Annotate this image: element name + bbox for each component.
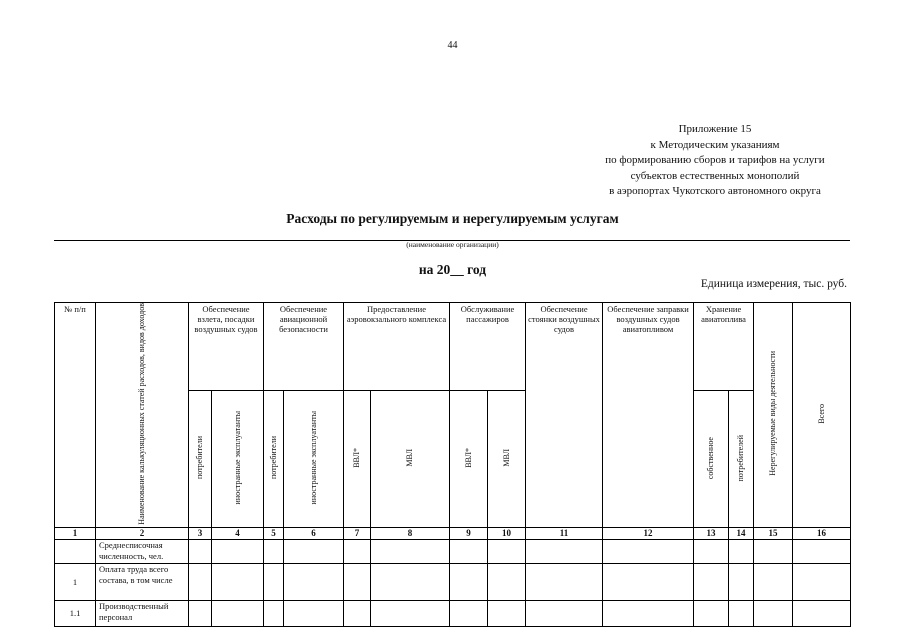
- appendix-line: по формированию сборов и тарифов на услуги: [605, 154, 825, 166]
- header-aircraft-refueling: Обеспечение заправки воздушных судов авиатопливом: [603, 303, 694, 528]
- header-takeoff-landing: Обеспечение взлета, посадки воздушных судов: [189, 303, 264, 391]
- table-cell[interactable]: [603, 539, 694, 563]
- table-cell[interactable]: [371, 600, 450, 626]
- subheader-consumers: потребители: [264, 390, 284, 527]
- header-unregulated: Нерегулируемые виды деятельности: [754, 303, 793, 528]
- table-cell[interactable]: [729, 563, 754, 600]
- appendix-line: Приложение 15: [678, 123, 752, 135]
- row-number: 1: [55, 563, 96, 600]
- column-number: 13: [694, 527, 729, 539]
- table-cell[interactable]: [694, 563, 729, 600]
- subheader-consumers: потребителей: [729, 390, 754, 527]
- header-passenger-service: Обслуживание пассажиров: [450, 303, 526, 391]
- subheader-international-flights: МВЛ: [488, 390, 526, 527]
- table-cell[interactable]: [284, 563, 344, 600]
- row-number: [55, 539, 96, 563]
- subheader-foreign-operators: иностранные эксплуатанты: [284, 390, 344, 527]
- column-number: 10: [488, 527, 526, 539]
- table-cell[interactable]: [793, 600, 851, 626]
- table-cell[interactable]: [729, 600, 754, 626]
- table-cell[interactable]: [729, 539, 754, 563]
- column-number: 8: [371, 527, 450, 539]
- column-number: 15: [754, 527, 793, 539]
- table-row: [55, 563, 851, 600]
- subheader-domestic-flights: ВВЛ*: [344, 390, 371, 527]
- subheader-own: собственное: [694, 390, 729, 527]
- table-cell[interactable]: [264, 600, 284, 626]
- column-number: 7: [344, 527, 371, 539]
- column-number: 14: [729, 527, 754, 539]
- organization-caption: (наименование организации): [406, 240, 499, 249]
- table-cell[interactable]: [284, 600, 344, 626]
- row-number: 1.1: [55, 600, 96, 626]
- column-number: 9: [450, 527, 488, 539]
- appendix-block: [560, 122, 870, 200]
- table-cell[interactable]: [450, 539, 488, 563]
- column-number: 5: [264, 527, 284, 539]
- column-number: 12: [603, 527, 694, 539]
- table-cell[interactable]: [212, 600, 264, 626]
- page-number: 44: [447, 40, 458, 51]
- table-cell[interactable]: [526, 563, 603, 600]
- appendix-line: к Методическим указаниям: [650, 138, 780, 151]
- header-aviation-security: Обеспечение авиационной безопасности: [264, 303, 344, 391]
- table-row: [55, 600, 851, 626]
- table-cell[interactable]: [264, 563, 284, 600]
- table-cell[interactable]: [754, 600, 793, 626]
- table-cell[interactable]: [344, 563, 371, 600]
- table-cell[interactable]: [793, 563, 851, 600]
- header-total: Всего: [793, 303, 851, 528]
- subheader-foreign-operators: иностранные эксплуатанты: [212, 390, 264, 527]
- table-cell[interactable]: [371, 563, 450, 600]
- table-cell[interactable]: [189, 600, 212, 626]
- table-cell[interactable]: [526, 539, 603, 563]
- appendix-line: субъектов естественных монополий: [630, 169, 800, 182]
- table-cell[interactable]: [344, 600, 371, 626]
- column-number: 4: [212, 527, 264, 539]
- row-label: Среднесписочная численность, чел.: [96, 539, 189, 563]
- table-cell[interactable]: [488, 539, 526, 563]
- subheader-consumers: потребители: [189, 390, 212, 527]
- document-title: Расходы по регулируемым и нерегулируемым услугам: [286, 211, 619, 226]
- table-cell[interactable]: [189, 563, 212, 600]
- table-cell[interactable]: [754, 539, 793, 563]
- header-fuel-storage: Хранение авиатоплива: [694, 303, 754, 391]
- appendix-line: в аэропортах Чукотского автономного округа: [609, 185, 821, 197]
- header-terminal-complex: Предоставление аэровокзального комплекса: [344, 303, 450, 391]
- table-cell[interactable]: [603, 600, 694, 626]
- header-num: № п/п: [55, 303, 96, 528]
- expenses-table: [54, 302, 851, 627]
- table-cell[interactable]: [694, 539, 729, 563]
- column-number: 16: [793, 527, 851, 539]
- row-label: Производственный персонал: [96, 600, 189, 626]
- header-name: Наименование калькуляционных статей расходов, видов доходов: [96, 303, 189, 528]
- table-cell[interactable]: [450, 563, 488, 600]
- table-cell[interactable]: [212, 539, 264, 563]
- table-cell[interactable]: [603, 563, 694, 600]
- subheader-international-flights: МВЛ: [371, 390, 450, 527]
- table-cell[interactable]: [488, 563, 526, 600]
- header-aircraft-parking: Обеспечение стоянки воздушных судов: [526, 303, 603, 528]
- table-row: [55, 539, 851, 563]
- column-number: 11: [526, 527, 603, 539]
- year-title: на 20__ год: [418, 262, 487, 277]
- table-cell[interactable]: [264, 539, 284, 563]
- table-cell[interactable]: [793, 539, 851, 563]
- table-cell[interactable]: [754, 563, 793, 600]
- row-label: Оплата труда всего состава, в том числе: [96, 563, 189, 600]
- unit-label: Единица измерения, тыс. руб.: [700, 278, 847, 290]
- column-number: 3: [189, 527, 212, 539]
- table-cell[interactable]: [526, 600, 603, 626]
- table-cell[interactable]: [344, 539, 371, 563]
- subheader-domestic-flights: ВВЛ*: [450, 390, 488, 527]
- table-cell[interactable]: [450, 600, 488, 626]
- table-cell[interactable]: [488, 600, 526, 626]
- table-cell[interactable]: [694, 600, 729, 626]
- column-number: 1: [55, 527, 96, 539]
- column-number: 6: [284, 527, 344, 539]
- table-cell[interactable]: [212, 563, 264, 600]
- column-number: 2: [96, 527, 189, 539]
- table-cell[interactable]: [284, 539, 344, 563]
- table-cell[interactable]: [371, 539, 450, 563]
- table-cell[interactable]: [189, 539, 212, 563]
